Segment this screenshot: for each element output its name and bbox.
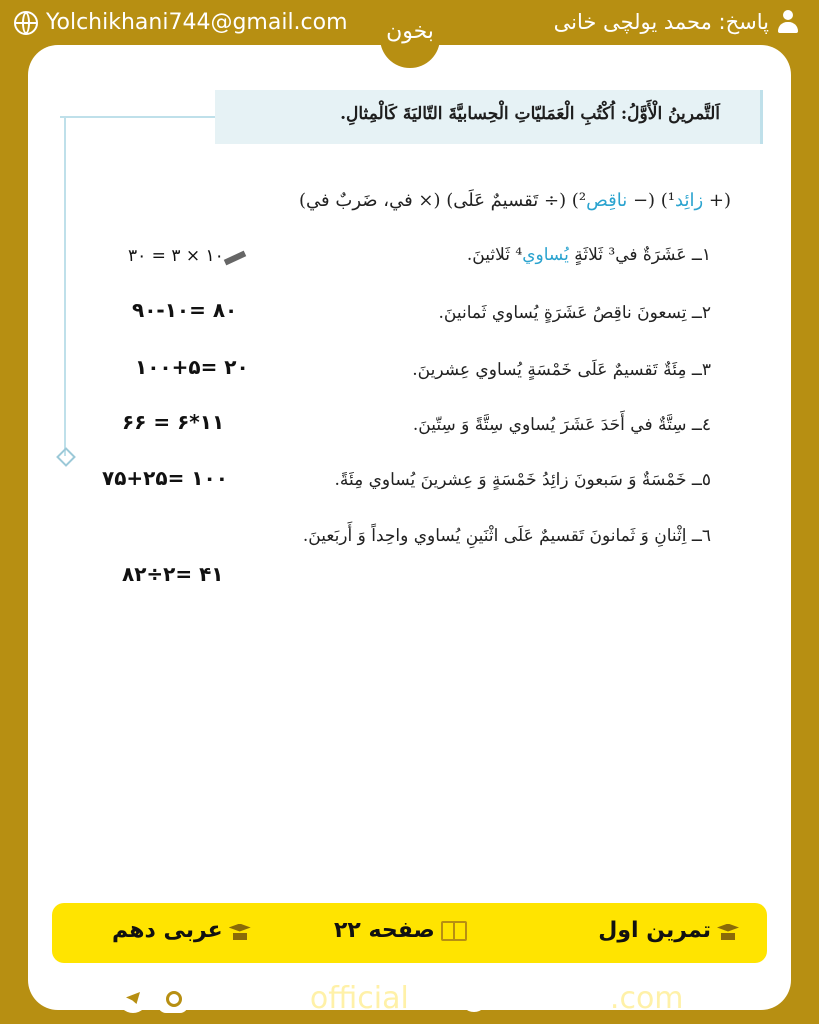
telegram-icon[interactable] bbox=[118, 983, 148, 1013]
ops-plus: (+ bbox=[703, 190, 731, 211]
social-text-main: bekhun bbox=[198, 980, 310, 1016]
website-link[interactable] bbox=[460, 978, 684, 1018]
social-text-suffix: official bbox=[309, 980, 409, 1016]
instagram-icon[interactable] bbox=[158, 983, 188, 1013]
graduation-cap-icon bbox=[229, 921, 251, 941]
book-icon bbox=[441, 921, 467, 941]
item-1-text-b: یُساوي bbox=[522, 245, 569, 265]
footer-subject-label: عربی دهم bbox=[112, 918, 223, 943]
social-text[interactable] bbox=[198, 981, 409, 1016]
answer-2: ۹۰-۱۰= ۸۰ bbox=[132, 298, 238, 322]
operations-legend bbox=[299, 190, 731, 211]
ops-sub-word: ناقِص bbox=[586, 190, 628, 211]
website-globe-icon bbox=[460, 984, 488, 1012]
student-icon bbox=[717, 921, 739, 941]
ops-minus: ¹) (− bbox=[627, 190, 676, 211]
item-1-text-a: ١ــ عَشَرَةٌ في³ ثَلاثَةٍ bbox=[568, 245, 711, 265]
globe-icon bbox=[14, 11, 38, 35]
author-credit bbox=[554, 10, 799, 34]
footer-subject bbox=[112, 918, 251, 943]
exercise-title-banner bbox=[215, 90, 763, 144]
answer-4: ۶۶ = ۶*۱۱ bbox=[122, 410, 225, 434]
answer-5: ۷۵+۲۵= ۱۰۰ bbox=[102, 466, 228, 490]
author-text: پاسخ: محمد یولچی خانی bbox=[553, 10, 769, 34]
footer-page-label: صفحه ۲۲ bbox=[334, 918, 435, 943]
pencil-icon bbox=[224, 251, 246, 266]
decor-line-vertical bbox=[64, 116, 66, 456]
footer-exercise bbox=[598, 918, 739, 943]
website-text-suffix: .com bbox=[609, 980, 684, 1016]
email-contact[interactable] bbox=[14, 10, 348, 35]
exercise-item-6: ٦ــ اِثْنانِ وَ ثَمانونَ تَقسیمٌ عَلَی اثْنَینِ یُساوي واحِداً وَ أَربَعینَ. bbox=[302, 526, 711, 546]
person-icon bbox=[777, 10, 799, 34]
ops-add-word: زائِد bbox=[675, 190, 704, 211]
exercise-title: اَلتَّمرینُ الْأَوَّلُ: اُكْتُبِ الْعَمَلیّاتِ الْحِسابیَّةَ التّالیَةَ كَالْمِثالِ. bbox=[340, 104, 720, 124]
answer-1-text: ۳۰ = ۳ × ۱۰ bbox=[128, 246, 224, 266]
website-text[interactable] bbox=[498, 981, 684, 1016]
website-text-main: bekhun bbox=[498, 980, 610, 1016]
exercise-item-5: ٥ــ خَمْسَةٌ وَ سَبعونَ زائِدُ خَمْسَةٍ وَ عِشرینَ یُساوي مِئَةً. bbox=[334, 470, 711, 490]
exercise-item-4: ٤ــ سِتَّةٌ في أَحَدَ عَشَرَ یُساوي سِتَّةً وَ سِتّینَ. bbox=[412, 415, 711, 435]
answer-1 bbox=[128, 246, 250, 266]
exercise-item-1 bbox=[467, 245, 711, 265]
decor-line-horizontal bbox=[60, 116, 218, 118]
item-1-text-c: ⁴ ثَلاثینَ. bbox=[466, 245, 523, 265]
footer-exercise-label: تمرین اول bbox=[598, 918, 711, 943]
footer-page bbox=[334, 918, 467, 943]
social-handle[interactable] bbox=[118, 978, 409, 1018]
answer-3: ۱۰۰+۵= ۲۰ bbox=[135, 355, 249, 379]
email-text[interactable]: Yolchikhani744@gmail.com bbox=[46, 10, 348, 35]
exercise-item-2: ٢ــ تِسعونَ ناقِصُ عَشَرَةٍ یُساوي ثَمانینَ. bbox=[438, 303, 711, 323]
answer-6: ۸۲÷۲= ۴۱ bbox=[122, 562, 224, 586]
exercise-item-3: ٣ــ مِئَةٌ تَقسیمٌ عَلَی خَمْسَةٍ یُساوي عِشرینَ. bbox=[412, 360, 711, 380]
footer-bar bbox=[52, 903, 767, 963]
brand-logo: بخون bbox=[380, 2, 440, 68]
ops-rest: ²) (÷ تَقسیمٌ عَلَی) (× في، ضَربٌ في) bbox=[299, 190, 587, 211]
